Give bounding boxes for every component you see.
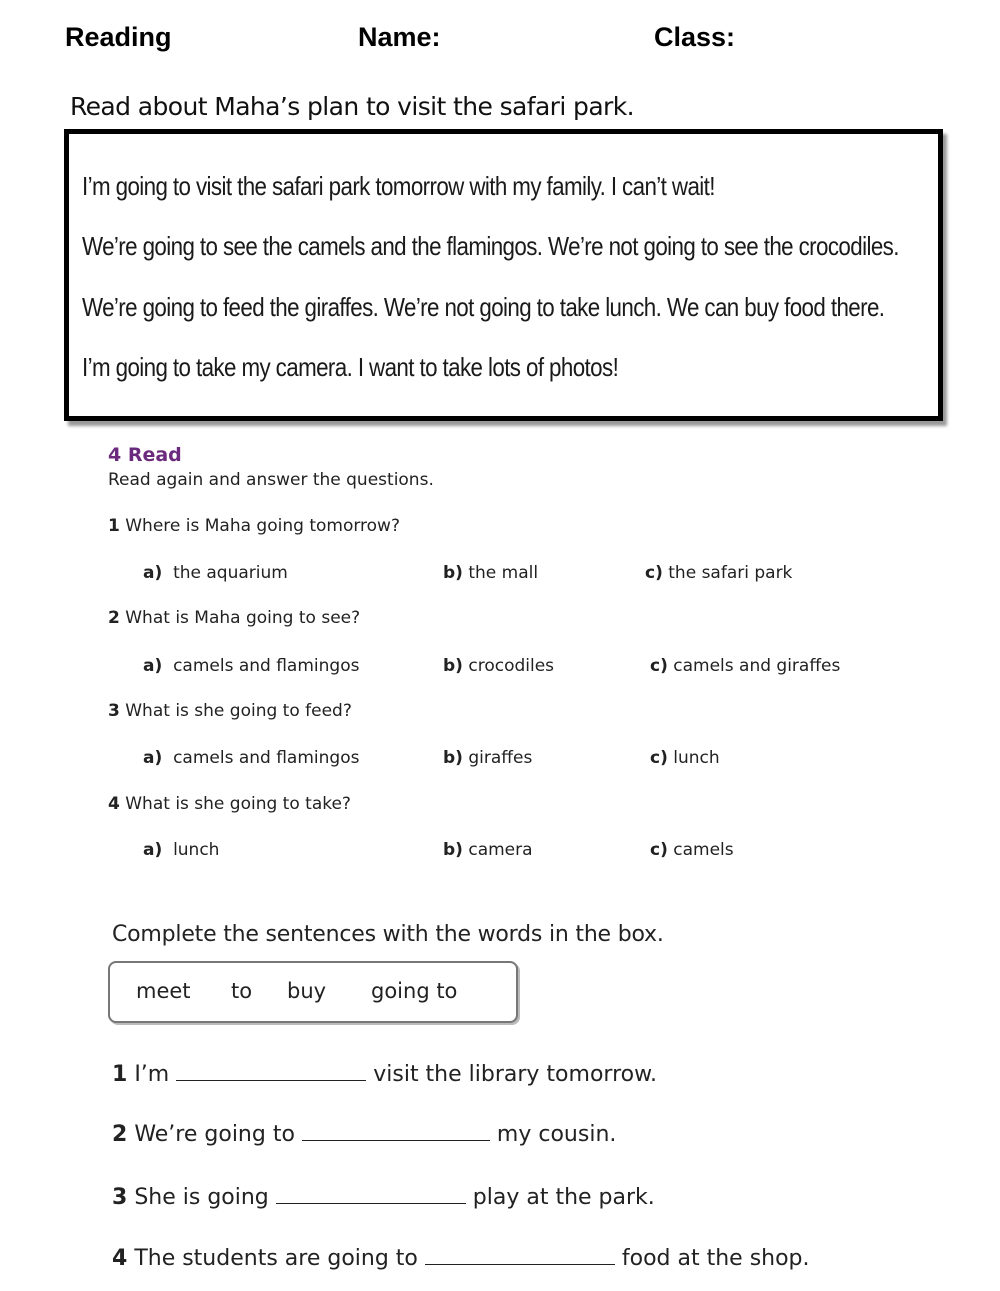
section-instruction: Read again and answer the questions. bbox=[108, 470, 434, 490]
intro-text: Read about Maha’s plan to visit the safari park. bbox=[70, 92, 634, 121]
word-box bbox=[108, 961, 518, 1023]
q3-option-c[interactable]: c) lunch bbox=[650, 748, 720, 768]
question-text: What is Maha going to see? bbox=[125, 608, 361, 628]
question-text: Where is Maha going tomorrow? bbox=[125, 516, 400, 536]
q2-option-b[interactable]: b) crocodiles bbox=[443, 656, 555, 676]
question-3 bbox=[108, 701, 352, 721]
passage-box bbox=[64, 129, 943, 421]
q1-option-c[interactable]: c) the safari park bbox=[645, 563, 793, 583]
question-4 bbox=[108, 794, 351, 814]
sentence-1: 1 I’m visit the library tomorrow. bbox=[112, 1062, 658, 1087]
question-1 bbox=[108, 516, 400, 536]
passage-line: We’re going to see the camels and the flamingos. We’re not going to see the crocodiles. bbox=[82, 231, 899, 261]
q3-option-a[interactable]: a) camels and flamingos bbox=[143, 748, 360, 768]
q4-option-a[interactable]: a) lunch bbox=[143, 840, 220, 860]
question-number: 1 bbox=[108, 516, 120, 536]
q2-option-c[interactable]: c) camels and giraffes bbox=[650, 656, 841, 676]
reading-label: Reading bbox=[65, 22, 172, 52]
blank-field[interactable] bbox=[276, 1183, 466, 1204]
question-number: 2 bbox=[108, 608, 120, 628]
q1-option-b[interactable]: b) the mall bbox=[443, 563, 539, 583]
sentence-2: 2 We’re going to my cousin. bbox=[112, 1122, 617, 1147]
section-title: 4 Read bbox=[108, 444, 182, 466]
q4-option-b[interactable]: b) camera bbox=[443, 840, 533, 860]
blank-field[interactable] bbox=[176, 1060, 366, 1081]
blank-field[interactable] bbox=[302, 1120, 490, 1141]
question-text: What is she going to take? bbox=[125, 794, 351, 814]
q4-option-c[interactable]: c) camels bbox=[650, 840, 734, 860]
passage-line: I’m going to take my camera. I want to take lots of photos! bbox=[82, 352, 619, 382]
passage-line: We’re going to feed the giraffes. We’re not going to take lunch. We can buy food there. bbox=[82, 292, 885, 322]
passage-line: I’m going to visit the safari park tomorrow with my family. I can’t wait! bbox=[82, 171, 715, 201]
question-2 bbox=[108, 608, 360, 628]
class-label: Class: bbox=[654, 22, 736, 52]
q1-option-a[interactable]: a) the aquarium bbox=[143, 563, 288, 583]
sentence-3: 3 She is going play at the park. bbox=[112, 1185, 655, 1210]
name-label: Name: bbox=[358, 22, 441, 52]
word-chip: meet bbox=[136, 979, 191, 1003]
complete-title: Complete the sentences with the words in the box. bbox=[112, 922, 664, 947]
q2-option-a[interactable]: a) camels and flamingos bbox=[143, 656, 360, 676]
question-number: 4 bbox=[108, 794, 120, 814]
question-number: 3 bbox=[108, 701, 120, 721]
q3-option-b[interactable]: b) giraffes bbox=[443, 748, 533, 768]
blank-field[interactable] bbox=[425, 1244, 615, 1265]
word-chip: buy bbox=[287, 979, 327, 1003]
question-text: What is she going to feed? bbox=[125, 701, 352, 721]
word-chip: going to bbox=[371, 979, 458, 1003]
sentence-4: 4 The students are going to food at the shop. bbox=[112, 1246, 810, 1271]
word-chip: to bbox=[231, 979, 253, 1003]
